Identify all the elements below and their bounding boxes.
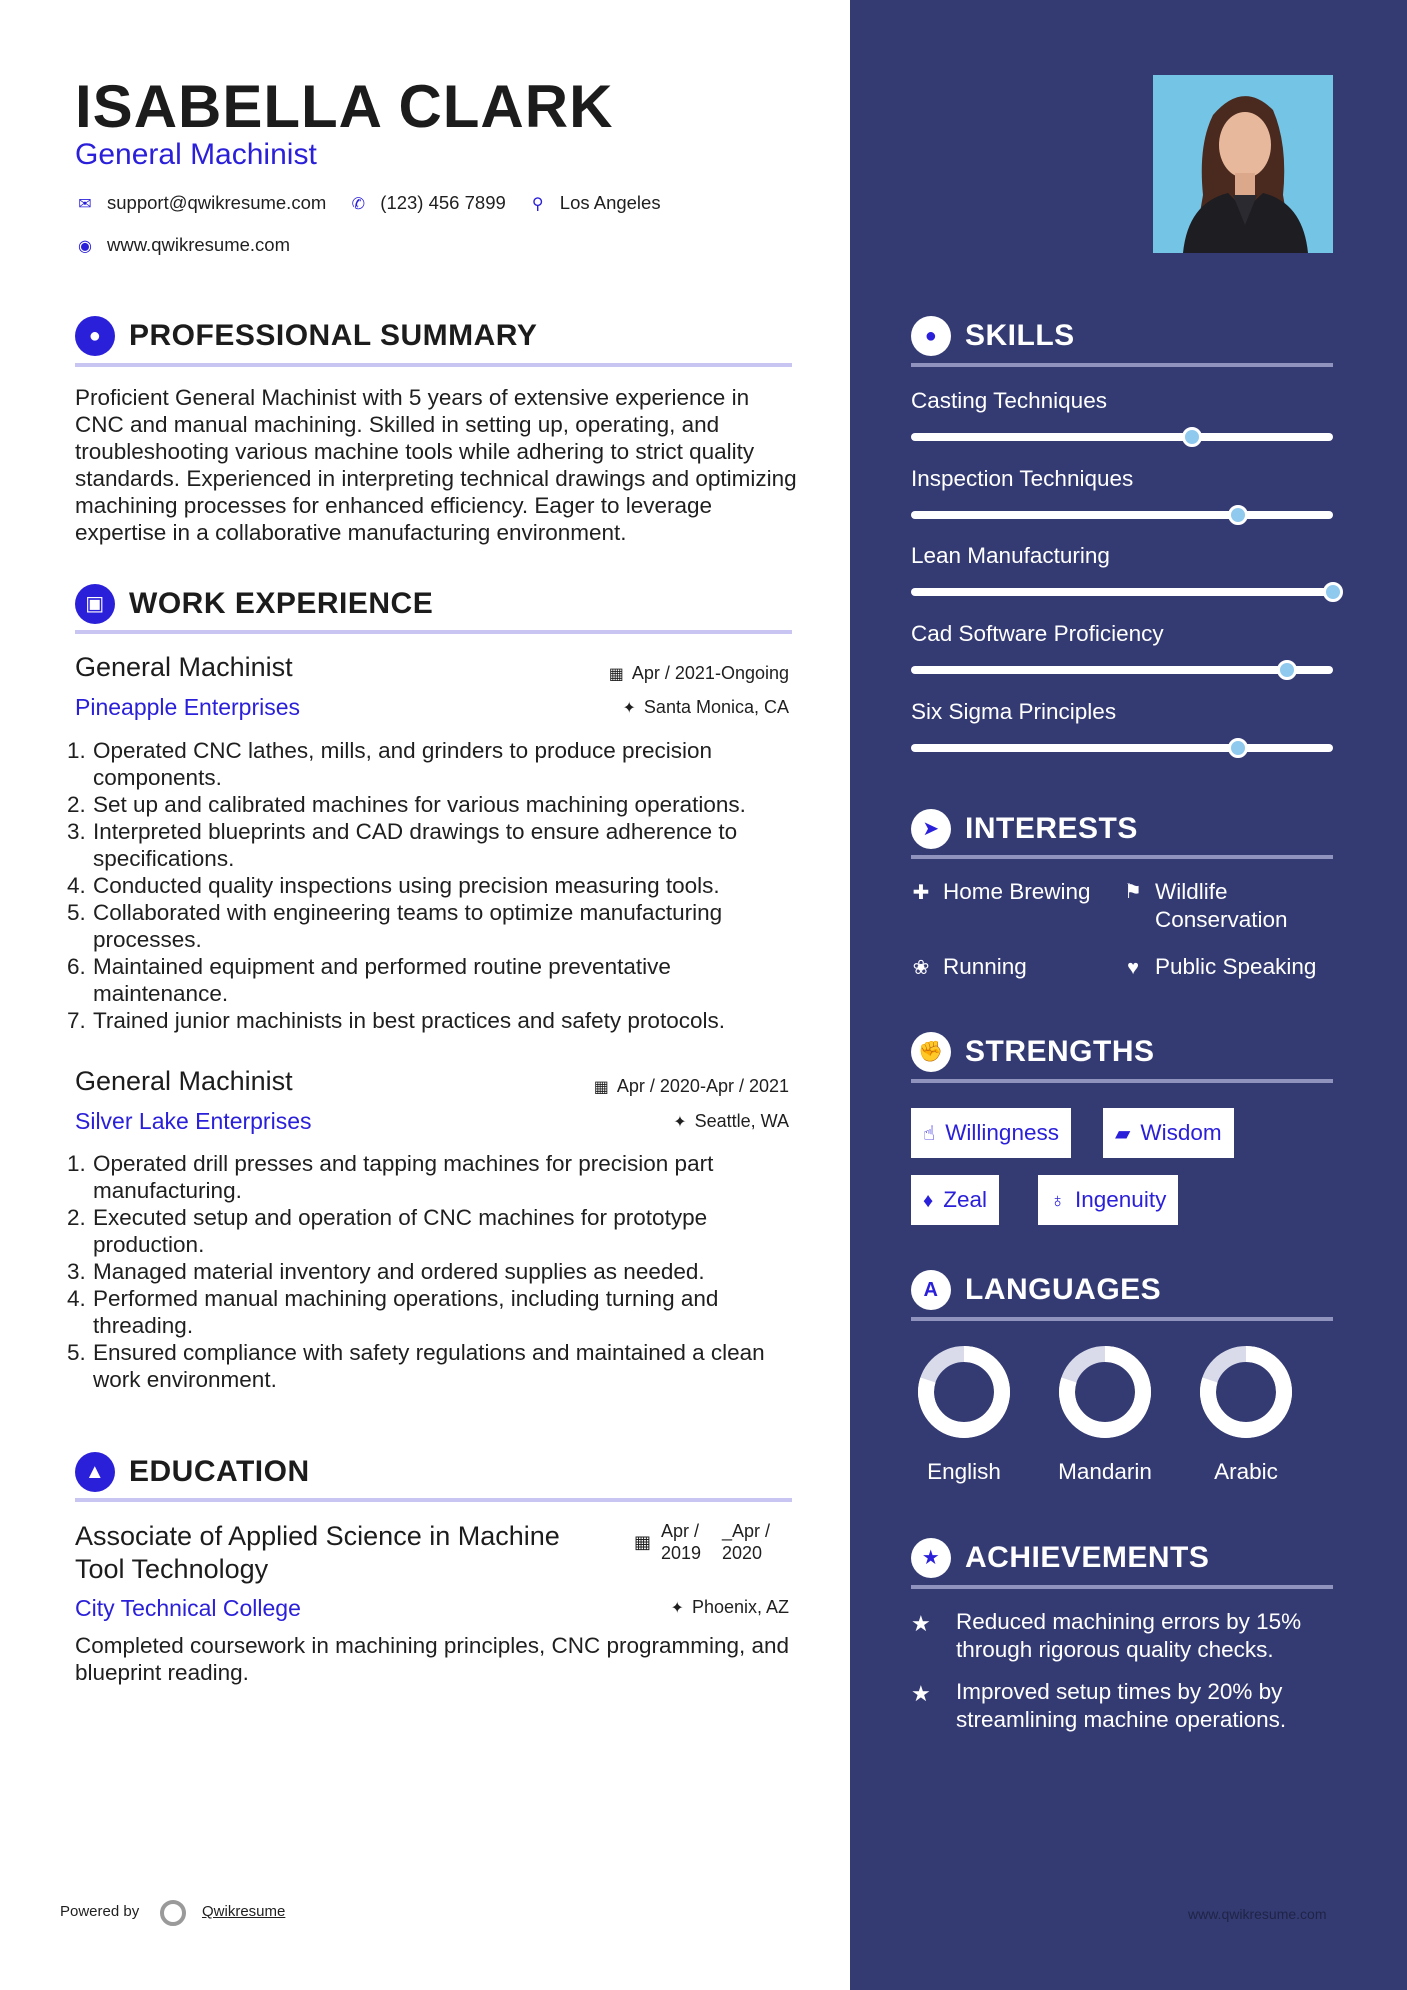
thumbs-up-icon: ☝ <box>923 1123 936 1145</box>
candidate-role: General Machinist <box>75 138 317 171</box>
edu-description: Completed coursework in machining principles, CNC programming, and blueprint reading. <box>75 1633 790 1685</box>
star-badge-icon: ★ <box>911 1538 951 1578</box>
puzzle-icon: ✚ <box>912 882 930 904</box>
job-title: General Machinist <box>75 1066 293 1096</box>
section-title-strengths: ✊ STRENGTHS <box>911 1032 1155 1072</box>
job-location: ✦ Seattle, WA <box>673 1111 789 1131</box>
calendar-icon: ▦ <box>634 1532 652 1552</box>
location-text: Los Angeles <box>559 192 661 213</box>
interest-item <box>1122 878 1288 934</box>
job-bullets <box>67 1150 802 1393</box>
contact-phone[interactable] <box>348 192 506 214</box>
list-item: 5. Collaborated with engineering teams to optimize manufacturing processes. <box>67 900 723 952</box>
job-company: Silver Lake Enterprises <box>75 1108 312 1134</box>
job-company: Pineapple Enterprises <box>75 694 301 720</box>
job-bullets <box>67 737 802 1034</box>
job-title: General Machinist <box>75 652 293 682</box>
heartbeat-icon: ♥ <box>1127 957 1139 979</box>
pin-icon: ✦ <box>670 1600 684 1617</box>
edu-location: ✦ Phoenix, AZ <box>670 1597 789 1617</box>
list-item: 4. Conducted quality inspections using precision measuring tools. <box>67 873 720 898</box>
contact-row-2 <box>75 234 312 256</box>
fist-icon: ✊ <box>911 1032 951 1072</box>
interest-label: Wildlife Conservation <box>1155 879 1288 932</box>
skill-level-marker <box>1277 660 1297 680</box>
section-title-languages: A LANGUAGES <box>911 1270 1161 1310</box>
interest-item: ♥ Public Speaking <box>1122 953 1316 982</box>
list-item: 6. Maintained equipment and performed routine preventative maintenance. <box>67 954 671 1006</box>
section-divider <box>911 855 1333 859</box>
achievement-item: ★ Reduced machining errors by 15% through rigorous quality checks. <box>911 1609 1302 1662</box>
flag-icon: ⚑ <box>1124 881 1142 903</box>
calendar-icon: ▦ <box>608 666 624 683</box>
phone-text: (123) 456 7899 <box>380 192 506 213</box>
globe-icon: ◉ <box>78 238 92 255</box>
section-title-summary: ● PROFESSIONAL SUMMARY <box>75 316 537 356</box>
lightbulb-icon: ♁ <box>1050 1190 1065 1212</box>
strength-tag: ▰ Wisdom <box>1103 1108 1234 1158</box>
list-item: 2. Set up and calibrated machines for various machining operations. <box>67 792 746 817</box>
pin-icon: ✦ <box>622 700 636 717</box>
calendar-icon: ▦ <box>593 1079 609 1096</box>
paper-plane-icon: ➤ <box>911 809 951 849</box>
list-item: 5. Ensured compliance with safety regulations and maintained a clean work environment. <box>67 1340 765 1392</box>
section-divider <box>911 1585 1333 1589</box>
section-divider <box>911 1079 1333 1083</box>
job-dates: ▦ Apr / 2020-Apr / 2021 <box>593 1076 789 1096</box>
paw-icon: ❀ <box>912 957 930 979</box>
section-title-education: ▲ EDUCATION <box>75 1452 310 1492</box>
fire-icon: ♦ <box>923 1190 934 1212</box>
user-icon: ● <box>75 316 115 356</box>
strength-tag: ♦ Zeal <box>911 1175 999 1225</box>
skill-bar <box>911 744 1333 752</box>
language-name: Arabic <box>1214 1459 1278 1484</box>
skill-name: Six Sigma Principles <box>911 699 1117 724</box>
pin-icon: ✦ <box>673 1114 687 1131</box>
skill-level-marker <box>1323 582 1343 602</box>
language-level-ring <box>916 1344 1012 1440</box>
skill-level-marker <box>1228 505 1248 525</box>
skill-name: Inspection Techniques <box>911 466 1134 491</box>
powered-by-text: Powered by <box>60 1903 140 1920</box>
edu-end-date: _Apr / 2020 <box>722 1521 771 1563</box>
profile-photo <box>1153 75 1333 253</box>
job-dates: ▦ Apr / 2021-Ongoing <box>608 663 789 683</box>
profile-photo-illustration <box>1153 75 1333 253</box>
skill-bar <box>911 511 1333 519</box>
achievement-item: ★ Improved setup times by 20% by streamlining machine operations. <box>911 1679 1287 1732</box>
lightbulb-icon: ● <box>911 316 951 356</box>
skill-name: Cad Software Proficiency <box>911 621 1164 646</box>
language-level-ring <box>1198 1344 1294 1440</box>
degree-title: Associate of Applied Science in Machine Tool Technology <box>75 1521 560 1584</box>
section-divider <box>911 363 1333 367</box>
list-item: 1. Operated CNC lathes, mills, and grinders to produce precision components. <box>67 738 713 790</box>
footer-url[interactable]: www.qwikresume.com <box>1188 1906 1327 1922</box>
book-icon: ▰ <box>1115 1123 1131 1145</box>
contact-location <box>528 192 661 214</box>
graduation-icon: ▲ <box>75 1452 115 1492</box>
list-item: 3. Managed material inventory and ordered supplies as needed. <box>67 1259 705 1284</box>
section-divider <box>75 363 792 367</box>
list-item: 3. Interpreted blueprints and CAD drawings to ensure adherence to specifications. <box>67 819 738 871</box>
edu-start-date: Apr / 2019 <box>661 1521 702 1563</box>
job-location: ✦ Santa Monica, CA <box>622 697 789 717</box>
school-name: City Technical College <box>75 1595 301 1621</box>
section-title-interests: ➤ INTERESTS <box>911 809 1138 849</box>
list-item: 7. Trained junior machinists in best practices and safety protocols. <box>67 1008 725 1033</box>
skill-bar <box>911 433 1333 441</box>
section-title-achievements: ★ ACHIEVEMENTS <box>911 1538 1209 1578</box>
summary-text: Proficient General Machinist with 5 years of extensive experience in CNC and manual machining. Skilled in setting up, operating, and troubleshooting various machine tools while adhering to strict quality standards. Experienced in interpreting technical drawings and optimizing machining processes for enhanced efficiency. Eager to leverage expertise in a collaborative manufacturing environment. <box>75 385 797 545</box>
skill-name: Casting Techniques <box>911 388 1107 413</box>
translate-icon: A <box>911 1270 951 1310</box>
language-name: Mandarin <box>1058 1459 1152 1484</box>
strength-tag: ♁ Ingenuity <box>1038 1175 1178 1225</box>
contact-website[interactable] <box>75 234 290 256</box>
website-text: www.qwikresume.com <box>107 234 290 255</box>
envelope-icon: ✉ <box>78 196 92 213</box>
qwikresume-logo-icon <box>160 1900 186 1926</box>
section-title-experience: ▣ WORK EXPERIENCE <box>75 584 433 624</box>
section-divider <box>911 1317 1333 1321</box>
language-level-ring <box>1057 1344 1153 1440</box>
section-title-skills: ● SKILLS <box>911 316 1075 356</box>
contact-email[interactable] <box>75 192 326 214</box>
list-item: 4. Performed manual machining operations, including turning and threading. <box>67 1286 719 1338</box>
interest-item: ❀ Running <box>910 953 1027 982</box>
star-icon: ★ <box>911 1611 931 1636</box>
skill-name: Lean Manufacturing <box>911 543 1110 568</box>
section-divider <box>75 630 792 634</box>
language-name: English <box>927 1459 1001 1484</box>
star-icon: ★ <box>911 1681 931 1706</box>
skill-level-marker <box>1182 427 1202 447</box>
phone-icon: ✆ <box>351 196 365 213</box>
list-item: 2. Executed setup and operation of CNC machines for prototype production. <box>67 1205 708 1257</box>
qwikresume-link[interactable]: Qwikresume <box>202 1903 286 1920</box>
skill-bar <box>911 666 1333 674</box>
email-text: support@qwikresume.com <box>107 192 327 213</box>
strength-tag: ☝ Willingness <box>911 1108 1071 1158</box>
candidate-name: ISABELLA CLARK <box>75 73 614 140</box>
section-divider <box>75 1498 792 1502</box>
contact-row <box>75 192 683 214</box>
list-item: 1. Operated drill presses and tapping machines for precision part manufacturing. <box>67 1151 714 1203</box>
skill-bar <box>911 588 1333 596</box>
skill-level-marker <box>1228 738 1248 758</box>
interest-item: ✚ Home Brewing <box>910 878 1091 907</box>
map-pin-icon: ⚲ <box>531 196 544 213</box>
briefcase-icon: ▣ <box>75 584 115 624</box>
